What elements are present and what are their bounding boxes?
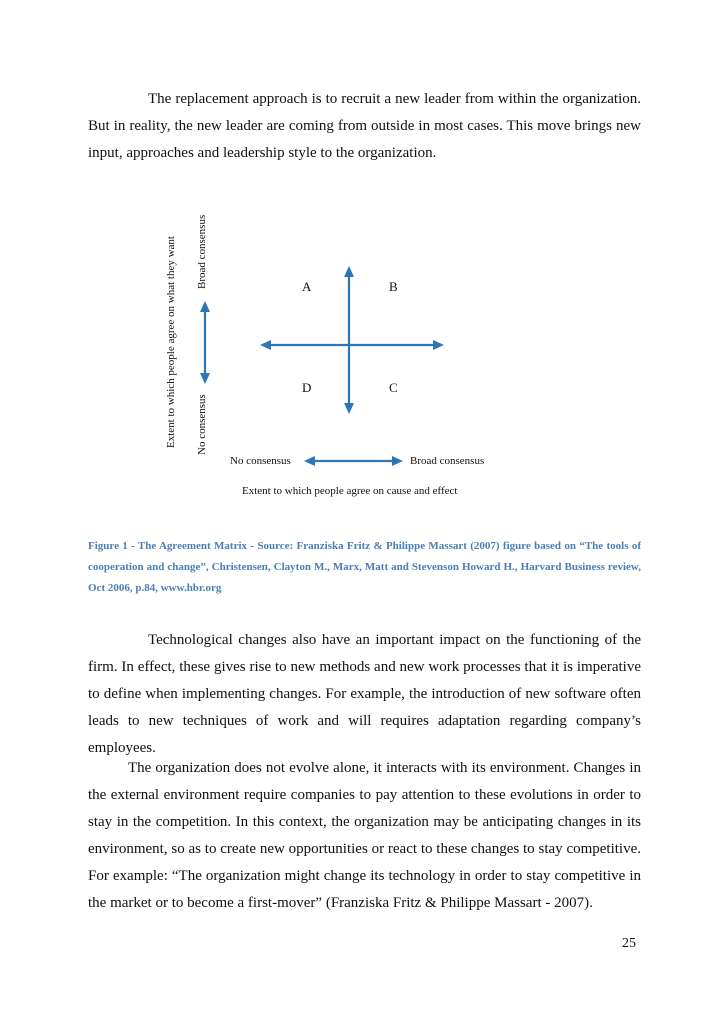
quadrant-d-label: D	[302, 380, 312, 395]
x-axis-title: Extent to which people agree on cause and effect	[242, 485, 458, 497]
arrow-head-up	[344, 266, 354, 277]
bottom-scale-head-right	[392, 456, 403, 466]
paragraph-text: The replacement approach is to recruit a new leader from within the organization. But in reality, the new leader are coming from outside in most cases. This move brings new input, approaches and leadership style to the organization.	[88, 91, 641, 161]
arrow-head-down	[344, 403, 354, 414]
y-axis-title: Extent to which people agree on what they want	[165, 236, 177, 448]
left-scale-head-down	[200, 373, 210, 384]
figure-caption: Figure 1 - The Agreement Matrix - Source: Franziska Fritz & Philippe Massart (2007) figure based on “The tools of cooperation and change”, Christensen, Clayton M., Marx, Matt and Stevenson Howard H., Harvard Business review, Oct 2006, p.84, www.hbr.org	[88, 540, 641, 594]
paragraph-environment	[88, 755, 641, 917]
paragraph-text: Technological changes also have an important impact on the functioning of the firm. In effect, these gives rise to new methods and new work processes that it is imperative to define when implementing changes. For example, the introduction of new software often leads to new techniques of work and will requires adaptation regarding company’s employees.	[88, 632, 641, 756]
paragraph-text: The organization does not evolve alone, it interacts with its environment. Changes in the external environment require companies to pay attention to these evolutions in order to stay in the competition. In this context, the organization may be anticipating changes in its environment, so as to create new opportunities or react to these changes to stay competitive. For example: “The organization might change its technology in order to stay competitive in the market or to become a first-mover” (Franziska Fritz & Philippe Massart - 2007).	[88, 760, 641, 911]
left-scale-head-up	[200, 301, 210, 312]
bottom-scale-head-left	[304, 456, 315, 466]
x-axis-high-label: Broad consensus	[410, 455, 485, 467]
page-number: 25	[622, 936, 636, 951]
y-axis-high-label: Broad consensus	[196, 214, 208, 289]
quadrant-a-label: A	[302, 279, 312, 294]
quadrant-c-label: C	[389, 380, 398, 395]
arrow-head-left	[260, 340, 271, 350]
quadrant-b-label: B	[389, 279, 398, 294]
y-axis-low-label: No consensus	[196, 394, 208, 455]
x-axis-low-label: No consensus	[230, 455, 291, 467]
paragraph-technological-changes	[88, 627, 641, 762]
arrow-head-right	[433, 340, 444, 350]
